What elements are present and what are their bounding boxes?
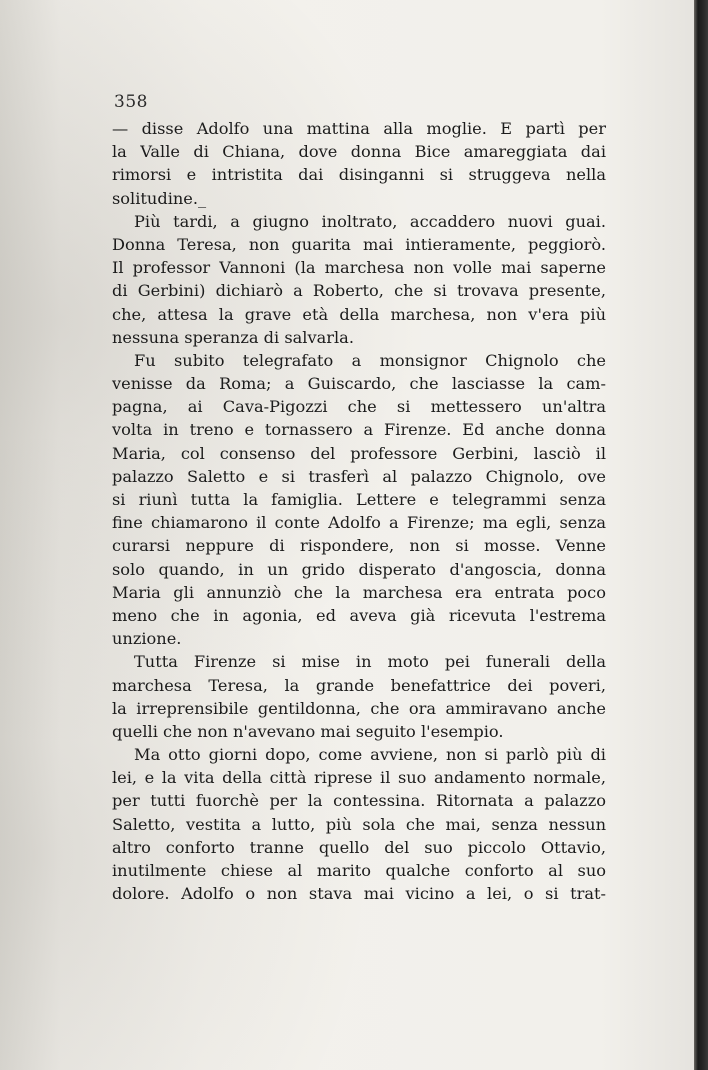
text-line: quelli che non n'avevano mai seguito l'esempio.: [112, 721, 504, 741]
text-line: palazzo Saletto e si trasferì al palazzo Chignolo, ove: [112, 466, 606, 486]
text-line: la irreprensibile gentildonna, che ora ammiravano anche: [112, 698, 606, 718]
text-line: di Gerbini) dichiarò a Roberto, che si trovava presente,: [112, 281, 606, 301]
text-line: solitudine._: [112, 188, 207, 208]
body-text: [112, 117, 606, 905]
page-number: 358: [114, 92, 148, 112]
text-line: marchesa Teresa, la grande benefattrice dei poveri,: [112, 675, 606, 695]
text-line: volta in treno e tornassero a Firenze. Ed anche donna: [112, 420, 606, 440]
text-line: unzione.: [112, 629, 182, 649]
text-line: Fu subito telegrafato a monsignor Chignolo che: [134, 350, 606, 370]
text-line: nessuna speranza di salvarla.: [112, 327, 354, 347]
text-line: venisse da Roma; a Guiscardo, che lasciasse la cam-: [112, 374, 606, 394]
text-line: Il professor Vannoni (la marchesa non volle mai saperne: [112, 258, 606, 278]
text-line: Più tardi, a giugno inoltrato, accaddero nuovi guai.: [134, 211, 606, 231]
text-line: Ma otto giorni dopo, come avviene, non si parlò più di: [134, 745, 606, 765]
text-line: inutilmente chiese al marito qualche conforto al suo: [112, 861, 606, 880]
text-line: curarsi neppure di rispondere, non si mosse. Venne: [112, 536, 606, 556]
text-line: Maria, col consenso del professore Gerbini, lasciò il: [112, 443, 606, 463]
text-line: la Valle di Chiana, dove donna Bice amareggiata dai: [112, 142, 606, 162]
text-line: altro conforto tranne quello del suo piccolo Ottavio,: [112, 837, 606, 857]
text-line: dolore. Adolfo o non stava mai vicino a lei, o si trat-: [112, 884, 606, 904]
text-line: che, attesa la grave età della marchesa, non v'era più: [112, 304, 606, 324]
text-line: solo quando, in un grido disperato d'angoscia, donna: [112, 559, 606, 579]
text-line: Donna Teresa, non guarita mai intieramente, peggiorò.: [112, 234, 606, 254]
text-line: Tutta Firenze si mise in moto pei funerali della: [134, 652, 606, 672]
text-line: per tutti fuorchè per la contessina. Ritornata a palazzo: [112, 791, 606, 811]
text-line: fine chiamarono il conte Adolfo a Firenze; ma egli, senza: [112, 513, 606, 533]
text-line: pagna, ai Cava-Pigozzi che si mettessero un'altra: [112, 397, 606, 417]
text-line: si riunì tutta la famiglia. Lettere e telegrammi senza: [112, 490, 606, 509]
text-line: meno che in agonia, ed aveva già ricevuta l'estrema: [112, 605, 606, 625]
text-line: Maria gli annunziò che la marchesa era entrata poco: [112, 582, 606, 602]
page-binding-edge: [694, 0, 708, 1070]
text-line: — disse Adolfo una mattina alla moglie. E partì per: [112, 119, 606, 138]
text-line: Saletto, vestita a lutto, più sola che mai, senza nessun: [112, 814, 606, 834]
text-line: lei, e la vita della città riprese il suo andamento normale,: [112, 768, 606, 788]
text-line: rimorsi e intristita dai disinganni si struggeva nella: [112, 165, 606, 185]
